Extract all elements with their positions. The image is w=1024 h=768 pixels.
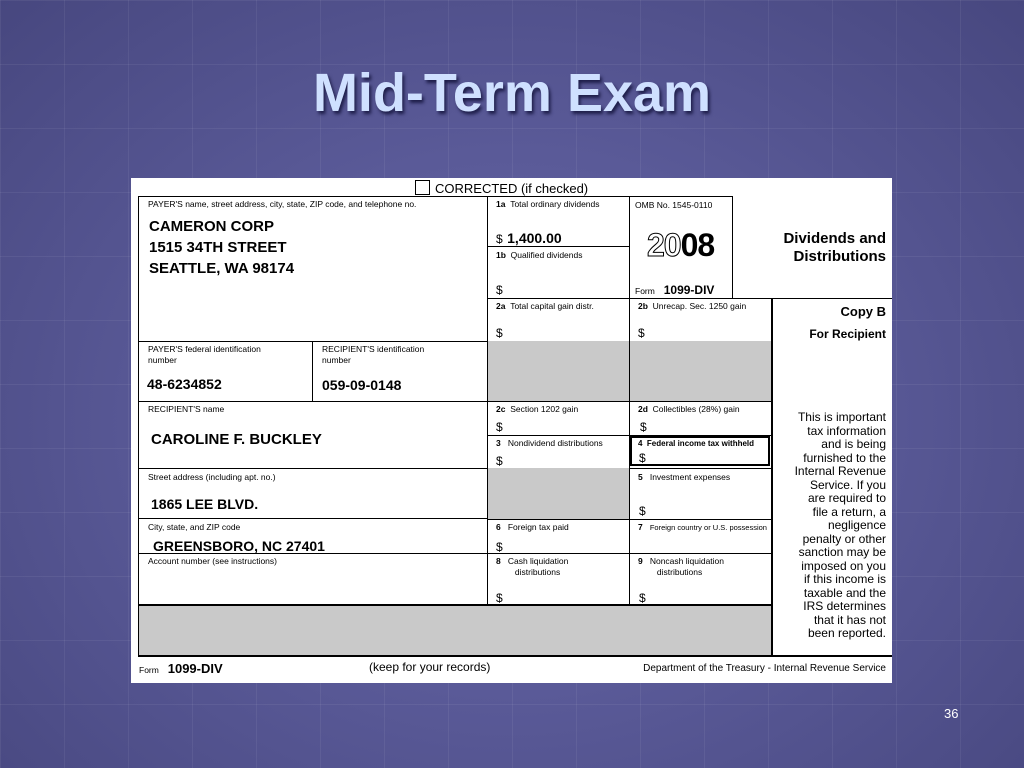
box1b-label: Qualified dividends [510,250,583,260]
form-title-line1: Dividends and [783,230,886,247]
corrected-checkbox[interactable] [415,180,430,195]
box1b-dollar: $ [496,283,503,297]
for-recipient: For Recipient [809,327,886,341]
box8-number: 8 [496,556,501,566]
box3-number: 3 [496,438,501,448]
box1b-number: 1b [496,250,506,260]
box1a-number: 1a [496,199,506,209]
box3-label: Nondividend distributions [507,438,603,448]
box6-dollar: $ [496,540,503,554]
form-name: 1099-DIV [663,283,715,297]
box2d-dollar: $ [640,420,647,434]
box2a-dollar: $ [496,326,503,340]
recipient-name-label: RECIPIENT'S name [148,404,225,414]
box4-dollar: $ [639,451,646,465]
rule [138,468,487,469]
payer-street: 1515 34TH STREET [149,239,287,256]
box2d-number: 2d [638,404,648,414]
rule [138,401,772,402]
corrected-label: CORRECTED (if checked) [435,181,589,196]
box1a-dollar: $ [496,232,503,246]
rule [487,196,488,605]
slide-number: 36 [944,706,959,721]
info-line: imposed on you [801,558,886,573]
box2b-label: Unrecap. Sec. 1250 gain [652,301,747,311]
box9-dollar: $ [639,591,646,605]
footer-form-word: Form [139,665,159,675]
info-line: This is important [797,410,886,424]
omb-number: OMB No. 1545-0110 [635,200,713,210]
info-line: Internal Revenue [794,464,886,478]
shaded-area [138,605,772,655]
box5-number: 5 [638,472,643,482]
box9-number: 9 [638,556,643,566]
payer-label: PAYER'S name, street address, city, state, ZIP code, and telephone no. [148,199,417,209]
box2d-label: Collectibles (28%) gain [652,404,740,414]
form-title-line2: Distributions [793,248,886,265]
rule [138,196,732,197]
tax-year-prefix: 20 [647,227,681,263]
box2b-dollar: $ [638,326,645,340]
box7-number: 7 [638,522,643,532]
info-line: furnished to the [803,450,886,465]
slide-title: Mid-Term Exam [312,63,712,123]
payer-name: CAMERON CORP [149,218,275,235]
info-line: Service. If you [809,477,886,492]
box4-number: 4 [638,439,643,448]
info-line: are required to [807,491,886,505]
rule [138,196,139,656]
info-line: penalty or other [802,531,886,546]
recipient-id: 059-09-0148 [322,377,402,393]
info-line: sanction may be [798,545,886,559]
info-line: taxable and the [803,585,886,600]
box2b-number: 2b [638,301,648,311]
payer-fed-id-label: PAYER'S federal identification number [148,344,261,365]
rule [312,341,313,401]
box2c-label: Section 1202 gain [510,404,579,414]
info-line: been reported. [807,626,886,640]
box3-dollar: $ [496,454,503,468]
city-label: City, state, and ZIP code [148,522,241,532]
box8-dollar: $ [496,591,503,605]
box8-label: Cash liquidation distributions [507,556,569,577]
box6-label: Foreign tax paid [507,522,569,532]
info-line: if this income is [803,572,886,586]
payer-city: SEATTLE, WA 98174 [149,260,295,277]
info-line: IRS determines [803,599,886,613]
box5-dollar: $ [639,504,646,518]
info-line: that it has not [813,612,886,627]
recipient-id-label: RECIPIENT'S identification number [322,344,425,365]
rule [732,298,892,299]
box2c-dollar: $ [496,420,503,434]
info-line: negligence [827,518,886,532]
info-line: file a return, a [812,504,886,519]
recipient-name: CAROLINE F. BUCKLEY [151,431,322,448]
payer-fed-id: 48-6234852 [147,376,222,392]
footer-keep: (keep for your records) [369,660,491,674]
form-word: Form [635,286,655,296]
copy-b: Copy B [840,304,886,319]
rule [629,468,772,469]
important-info-text [774,411,886,641]
box2a-number: 2a [496,301,506,311]
street-label: Street address (including apt. no.) [148,472,276,482]
box1a-label: Total ordinary dividends [510,199,600,209]
footer-department: Department of the Treasury - Internal Revenue Service [643,663,886,674]
rule [138,518,487,519]
rule [771,298,773,656]
rule [138,604,772,606]
box4-label: Federal income tax withheld [646,439,755,448]
box1a-value: 1,400.00 [507,230,562,246]
box2a-label: Total capital gain distr. [510,301,594,311]
box9-label: Noncash liquidation distributions [649,556,725,577]
info-line: and is being [821,437,886,451]
account-number-label: Account number (see instructions) [148,556,277,566]
rule [138,655,892,657]
city-value: GREENSBORO, NC 27401 [153,538,325,554]
tax-year-suffix: 08 [680,227,715,263]
shaded-area [487,468,629,519]
box5-label: Investment expenses [649,472,731,482]
form-1099-div [131,178,892,683]
box6-number: 6 [496,522,501,532]
footer-form-name: 1099-DIV [167,661,223,676]
rule [629,196,630,605]
box2c-number: 2c [496,404,506,414]
info-line: tax information [807,423,886,438]
street-value: 1865 LEE BLVD. [151,496,259,512]
box7-label: Foreign country or U.S. possession [649,523,767,532]
